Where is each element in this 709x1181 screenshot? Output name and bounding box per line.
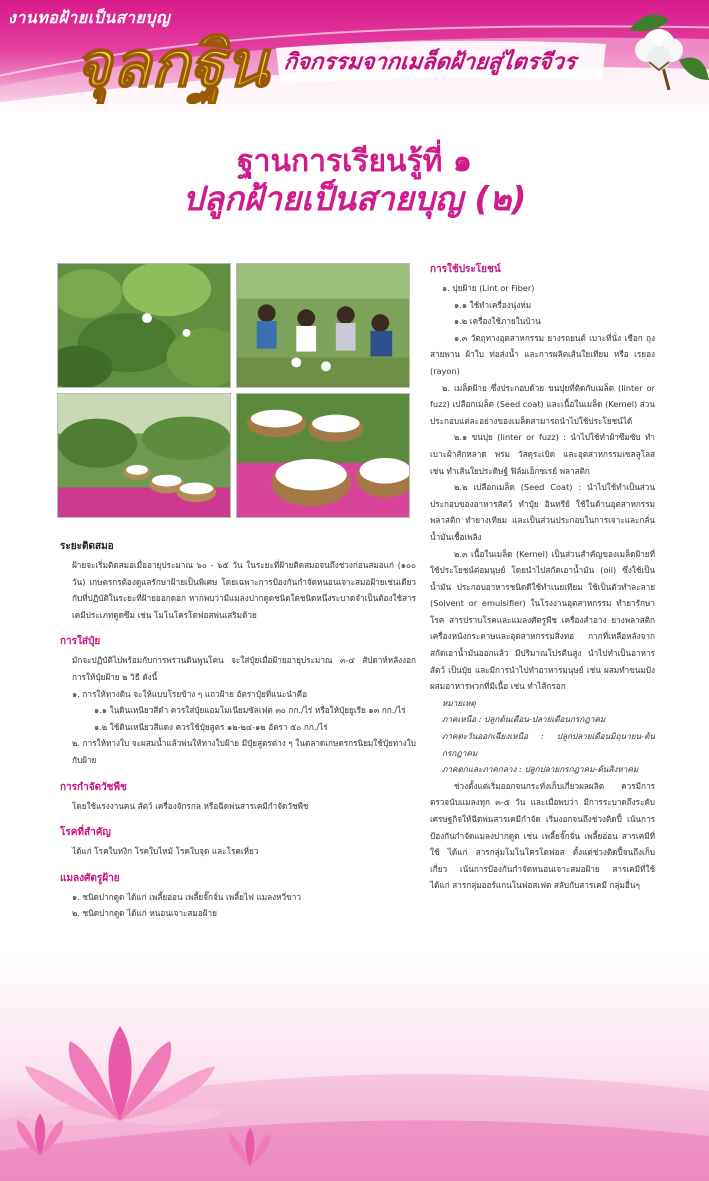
paragraph-pests-sucking: ๑. ชนิดปากดูด ได้แก่ เพลี้ยอ่อน เพลี้ยจั๊กจั่น เพลี้ยไฟ แมลงหวี่ขาว: [72, 891, 301, 902]
paragraph-diseases: ได้แก่ โรคใบหงิก โรคใบไหม้ โรคใบจุด และโรคเหี่ยว: [72, 846, 259, 857]
page-title: ปลูกฝ้ายเป็นสายบุญ (๒): [182, 179, 527, 218]
paragraph-boll-stage: ฝ้ายจะเริ่มติดสมอเมื่ออายุประมาณ ๖๐ - ๖๕ วัน ในระยะที่ฝ้ายติดสมอจนถึงช่วงก่อนสมอแก่ (๑๐๐ วัน) เกษตรกรต้องดูแลรักษาฝ้ายเป็นพิเศษ โดยเฉพาะการป้องกันกำจัดหนอนเจาะสมอฝ้ายเช่นเดียวกับที่ปฏิบัติในระยะที่ฝ้ายออกดอก หากพบว่ามีแมลงปากดูดชนิดใดชนิดหนึ่งระบาดจำเป็นต้องใช้สารเคมีประเภทดูดซึม เช่น โมโนโครโตฟอสพ่นเสริมด้วย: [72, 560, 416, 620]
cotton-boll-icon: [609, 0, 709, 100]
logo-wordmark: [68, 14, 278, 104]
tagline: กิจกรรมจากเมล็ดฝ้ายสู่ไตรจีวร: [282, 50, 578, 75]
header-banner: [0, 0, 709, 112]
section-heading-pests: แมลงศัตรูฝ้าย: [60, 872, 120, 884]
paragraph-pests-borer: ๒. ชนิดปากดูด ได้แก่ หนอนเจาะสมอฝ้าย: [72, 908, 217, 919]
note-north: ภาคเหนือ : ปลูกต้นเดือน-ปลายเดือนกรกฎาคม: [442, 714, 606, 725]
photo-cotton-baskets: [236, 393, 410, 518]
paragraph-fertilizer-intro: มักจะปฏิบัติไปพร้อมกับการพรวนดินพูนโคน จะใส่ปุ๋ยเมื่อฝ้ายอายุประมาณ ๓-๔ สัปดาห์หลังงอก การให้ปุ๋ยฝ้าย ๒ วิธี ดังนี้: [72, 655, 416, 682]
uses-item-industry: ๑.๓ วัตถุทางอุตสาหกรรม ยางรถยนต์ เบาะที่นั่ง เชือก ถุง สายพาน ผ้าใบ ท่อส่งน้ำ และการผลิตเส้นใยเทียม หรือ เรยอง (rayon): [430, 332, 655, 376]
paragraph-fertilizer-soil: ๑. การให้ทางดิน จะให้แบบโรยข้าง ๆ แถวฝ้าย อัตราปุ๋ยที่แนะนำคือ: [72, 688, 308, 699]
station-title: ฐานการเรียนรู้ที่ ๑: [237, 144, 472, 179]
uses-item-household: ๑.๒ เครื่องใช้ภายในบ้าน: [454, 316, 541, 327]
logo-text: จุลกฐิน: [74, 27, 269, 102]
uses-item-seed-coat: ๒.๒ เปลือกเมล็ด (Seed Coat) : นำไปใช้ทำเป็นส่วนประกอบของอาหารสัตว์ ทำปุ๋ย อินทรีย์ ใช้ในด้านอุตสาหกรรมพลาสติก ทำยางเทียม และเป็นส่วนประกอบในการเจาะและกลั่นน้ำมันเชื้อเพลิง: [430, 482, 655, 542]
paragraph-fertilizer-red-clay: ๑.๒ ใช้ดินเหนียวสีแดง ควรใช้ปุ๋ยสูตร ๑๒-๒๔-๑๒ อัตรา ๕๐ กก./ไร่: [94, 721, 328, 732]
paragraph-fertilizer-black-clay: ๑.๑ ในดินเหนียวสีดำ ควรใส่ปุ๋ยแอมโมเนียมซัลเฟต ๓๐ กก./ไร่ หรือให้ปุ๋ยยูเรีย ๑๓ กก./ไร่: [94, 705, 406, 716]
section-heading-diseases: โรคที่สำคัญ: [60, 827, 111, 839]
footer-lotus-decoration: [0, 951, 709, 1181]
uses-item-seed: ๒. เมล็ดฝ้าย ซึ่งประกอบด้วย ขนปุยที่ติดกับเมล็ด (linter or fuzz) เปลือกเมล็ด (Seed coat) และเนื้อในเมล็ด (Kernel) ส่วนประกอบแต่ละอย่างของเมล็ดสามารถนำไปใช้ประโยชน์ได้: [430, 382, 655, 426]
photo-people-picking-cotton: [236, 263, 410, 388]
section-heading-boll-stage: ระยะติดสมอ: [60, 541, 114, 552]
right-column: [430, 263, 655, 894]
photo-cotton-plants: [57, 263, 231, 388]
uses-item-linter: ๒.๑ ขนปุย (linter or fuzz) : นำไปใช้ทำผ้าซึมซับ ทำเบาะผ้าสักหลาด พรม วัสดุระเบิด และอุตสาหกรรมเซลลูโลส เช่น ทำเส้นใยประดิษฐ์ ฟิล์มเอ็กซเรย์ พลาสติก: [430, 432, 655, 476]
series-label: งานทอฝ้ายเป็นสายบุญ: [8, 8, 171, 27]
section-heading-weed-control: การกำจัดวัชพืช: [60, 781, 127, 793]
uses-item-kernel: ๒.๓ เนื้อในเมล็ด (Kernel) เป็นส่วนสำคัญของเมล็ดฝ้ายที่ใช้ประโยชน์ต่อมนุษย์ โดยนำไปสกัดเอาน้ำมัน (oil) ซึ่งใช้เป็นน้ำมัน ประกอบอาหารชนิดดีใช้ทำเนยเทียม ใช้เป็นตัวทำละลาย (Solvent or emulsifier) ในโรงงานอุตสาหกรรม ทำยารักษาโรค สารปราบโรคและแมลงศัตรูพืช เครื่องสำอาง ยางพลาสติก เครื่องหนังกระดาษและอุตสาหกรรมสิ่งทอ กากที่เหลือหลังจากสกัดเอาน้ำมันออกแล้ว มีปริมาณโปรตีนสูง นำไปทำเป็นอาหารสัตว์ เป็นปุ๋ย และมีการนำไปทำอาหารมนุษย์ เช่น ผสมทำขนมปัง ผสมอาหารพวกที่มีเนื้อ เช่น ทำไส้กรอก: [430, 548, 655, 692]
paragraph-fertilizer-foliar: ๒. การให้ทางใบ จะผสมน้ำแล้วพ่นให้ทางใบฝ้าย มีปุ๋ยสูตรต่าง ๆ ในตลาดเกษตรกรนิยมใช้ปุ๋ยทางใบกับฝ้าย: [72, 738, 416, 765]
paragraph-weed-control: โดยใช้แรงงานคน สัตว์ เครื่องจักรกล หรือฉีดพ่นสารเคมีกำจัดวัชพืช: [72, 800, 309, 811]
paragraph-insect-monitoring: ช่วงตั้งแต่เริ่มออกจนกระทั่งเก็บเกี่ยวผลผลิต ควรมีการตรวจนับแมลงทุก ๓-๕ วัน และเมื่อพบว่า มีการระบาดถึงระดับเศรษฐกิจให้ฉีดพ่นสารเคมีกำจัด เริ่มงอกจนถึงช่วงติดปี้ เน้นการป้องกันกำจัดแมลงปากดูด เช่น เพลี้ยจั๊กจั่น เพลี้ยอ่อน สารเคมีที่ใช้ ได้แก่ สารกลุ่มโมโนโครโตฟอส ตั้งแต่ช่วงติดปี้จนถึงเก็บเกี่ยว เน้นการป้องกันกำจัดหนอนเจาะสมอฝ้าย สารเคมีที่ใช้ ได้แก่ สารกลุ่มออร์แกนโนฟอสเฟต สลับกับสารเคมี กลุ่มอื่นๆ: [430, 780, 655, 891]
uses-item-lint: ๑. ปุยฝ้าย (Lint or Fiber): [442, 283, 535, 293]
note-heading: หมายเหตุ: [442, 697, 476, 708]
left-column: [60, 540, 416, 922]
uses-item-clothing: ๑.๑ ใช้ทำเครื่องนุ่งห่ม: [454, 299, 532, 310]
section-heading-uses: การใช้ประโยชน์: [430, 264, 501, 275]
tagline-box: [276, 40, 606, 84]
photo-cotton-garden: [57, 393, 231, 518]
section-heading-fertilizer: การใส่ปุ๋ย: [60, 636, 101, 648]
note-central: ภาคตกและภาคกลาง : ปลูกปลายกรกฎาคม-ต้นสิงหาคม: [442, 764, 639, 775]
note-northeast: ภาคตะวันออกเฉียงเหนือ : ปลูกปลายเดือนมิถุนายน-ต้นกรกฎาคม: [442, 731, 655, 758]
